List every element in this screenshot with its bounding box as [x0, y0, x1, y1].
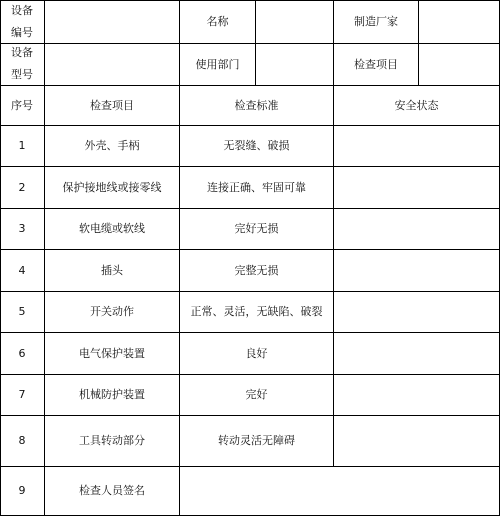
row-safety-status-field[interactable] [334, 416, 499, 466]
row-safety-status-field[interactable] [334, 292, 499, 332]
column-header-safety-status: 安全状态 [394, 98, 439, 112]
row-item: 工具转动部分 [79, 434, 145, 447]
department-label: 使用部门 [195, 57, 240, 71]
row-safety-status-field[interactable] [334, 375, 499, 415]
row-number: 8 [18, 434, 26, 447]
row-standard: 正常、灵活，无缺陷、破裂 [190, 305, 323, 318]
row-safety-status-field[interactable] [334, 333, 499, 374]
row-standard: 完好 [245, 388, 268, 401]
inspection-item-label: 检查项目 [354, 57, 398, 71]
row-standard: 良好 [245, 346, 268, 360]
row-standard: 转动灵活无障碍 [218, 434, 295, 447]
row-number: 4 [18, 263, 26, 277]
manufacturer-label: 制造厂家 [354, 15, 398, 28]
row-number: 1 [18, 139, 26, 152]
department-field[interactable] [256, 44, 333, 85]
row-item: 电气保护装置 [79, 346, 145, 360]
signature-label: 检查人员签名 [79, 484, 145, 497]
row-item: 插头 [101, 263, 123, 277]
device-number-label-line2: 编号 [11, 25, 33, 39]
row-safety-status-field[interactable] [334, 250, 499, 291]
row-safety-status-field[interactable] [334, 209, 499, 249]
row-number: 6 [18, 346, 26, 360]
row-item: 软电缆或软线 [79, 222, 145, 235]
model-label-line1: 设备 [11, 46, 33, 59]
device-number-field[interactable] [45, 1, 179, 43]
row-item: 外壳、手柄 [84, 139, 140, 152]
row-standard: 连接正确、牢固可靠 [207, 180, 306, 194]
row-number: 2 [18, 180, 26, 194]
model-label-line2: 型号 [11, 68, 33, 81]
row-safety-status-field[interactable] [334, 167, 499, 208]
name-field[interactable] [256, 1, 333, 43]
manufacturer-field[interactable] [419, 1, 499, 43]
column-header-no: 序号 [11, 98, 33, 112]
row-number: 7 [18, 388, 26, 401]
row-standard: 完整无损 [234, 263, 279, 277]
row-standard: 无裂缝、破损 [223, 139, 290, 152]
row-standard: 完好无损 [234, 222, 279, 235]
row-item: 保护接地线或接零线 [62, 180, 162, 194]
row-item: 开关动作 [90, 305, 134, 318]
inspection-item-field[interactable] [419, 44, 499, 85]
signature-field[interactable] [180, 467, 499, 515]
name-label: 名称 [206, 15, 229, 28]
row-number: 5 [18, 305, 26, 318]
column-header-standard: 检查标准 [234, 98, 279, 112]
device-number-label [0, 0, 44, 43]
device-number-label-line1: 设备 [11, 3, 33, 17]
model-label [0, 43, 44, 85]
column-header-item: 检查项目 [90, 98, 134, 112]
signature-row-number: 9 [18, 484, 26, 497]
row-safety-status-field[interactable] [334, 126, 499, 166]
row-number: 3 [18, 222, 26, 235]
row-item: 机械防护装置 [79, 388, 145, 401]
model-field[interactable] [45, 44, 179, 85]
